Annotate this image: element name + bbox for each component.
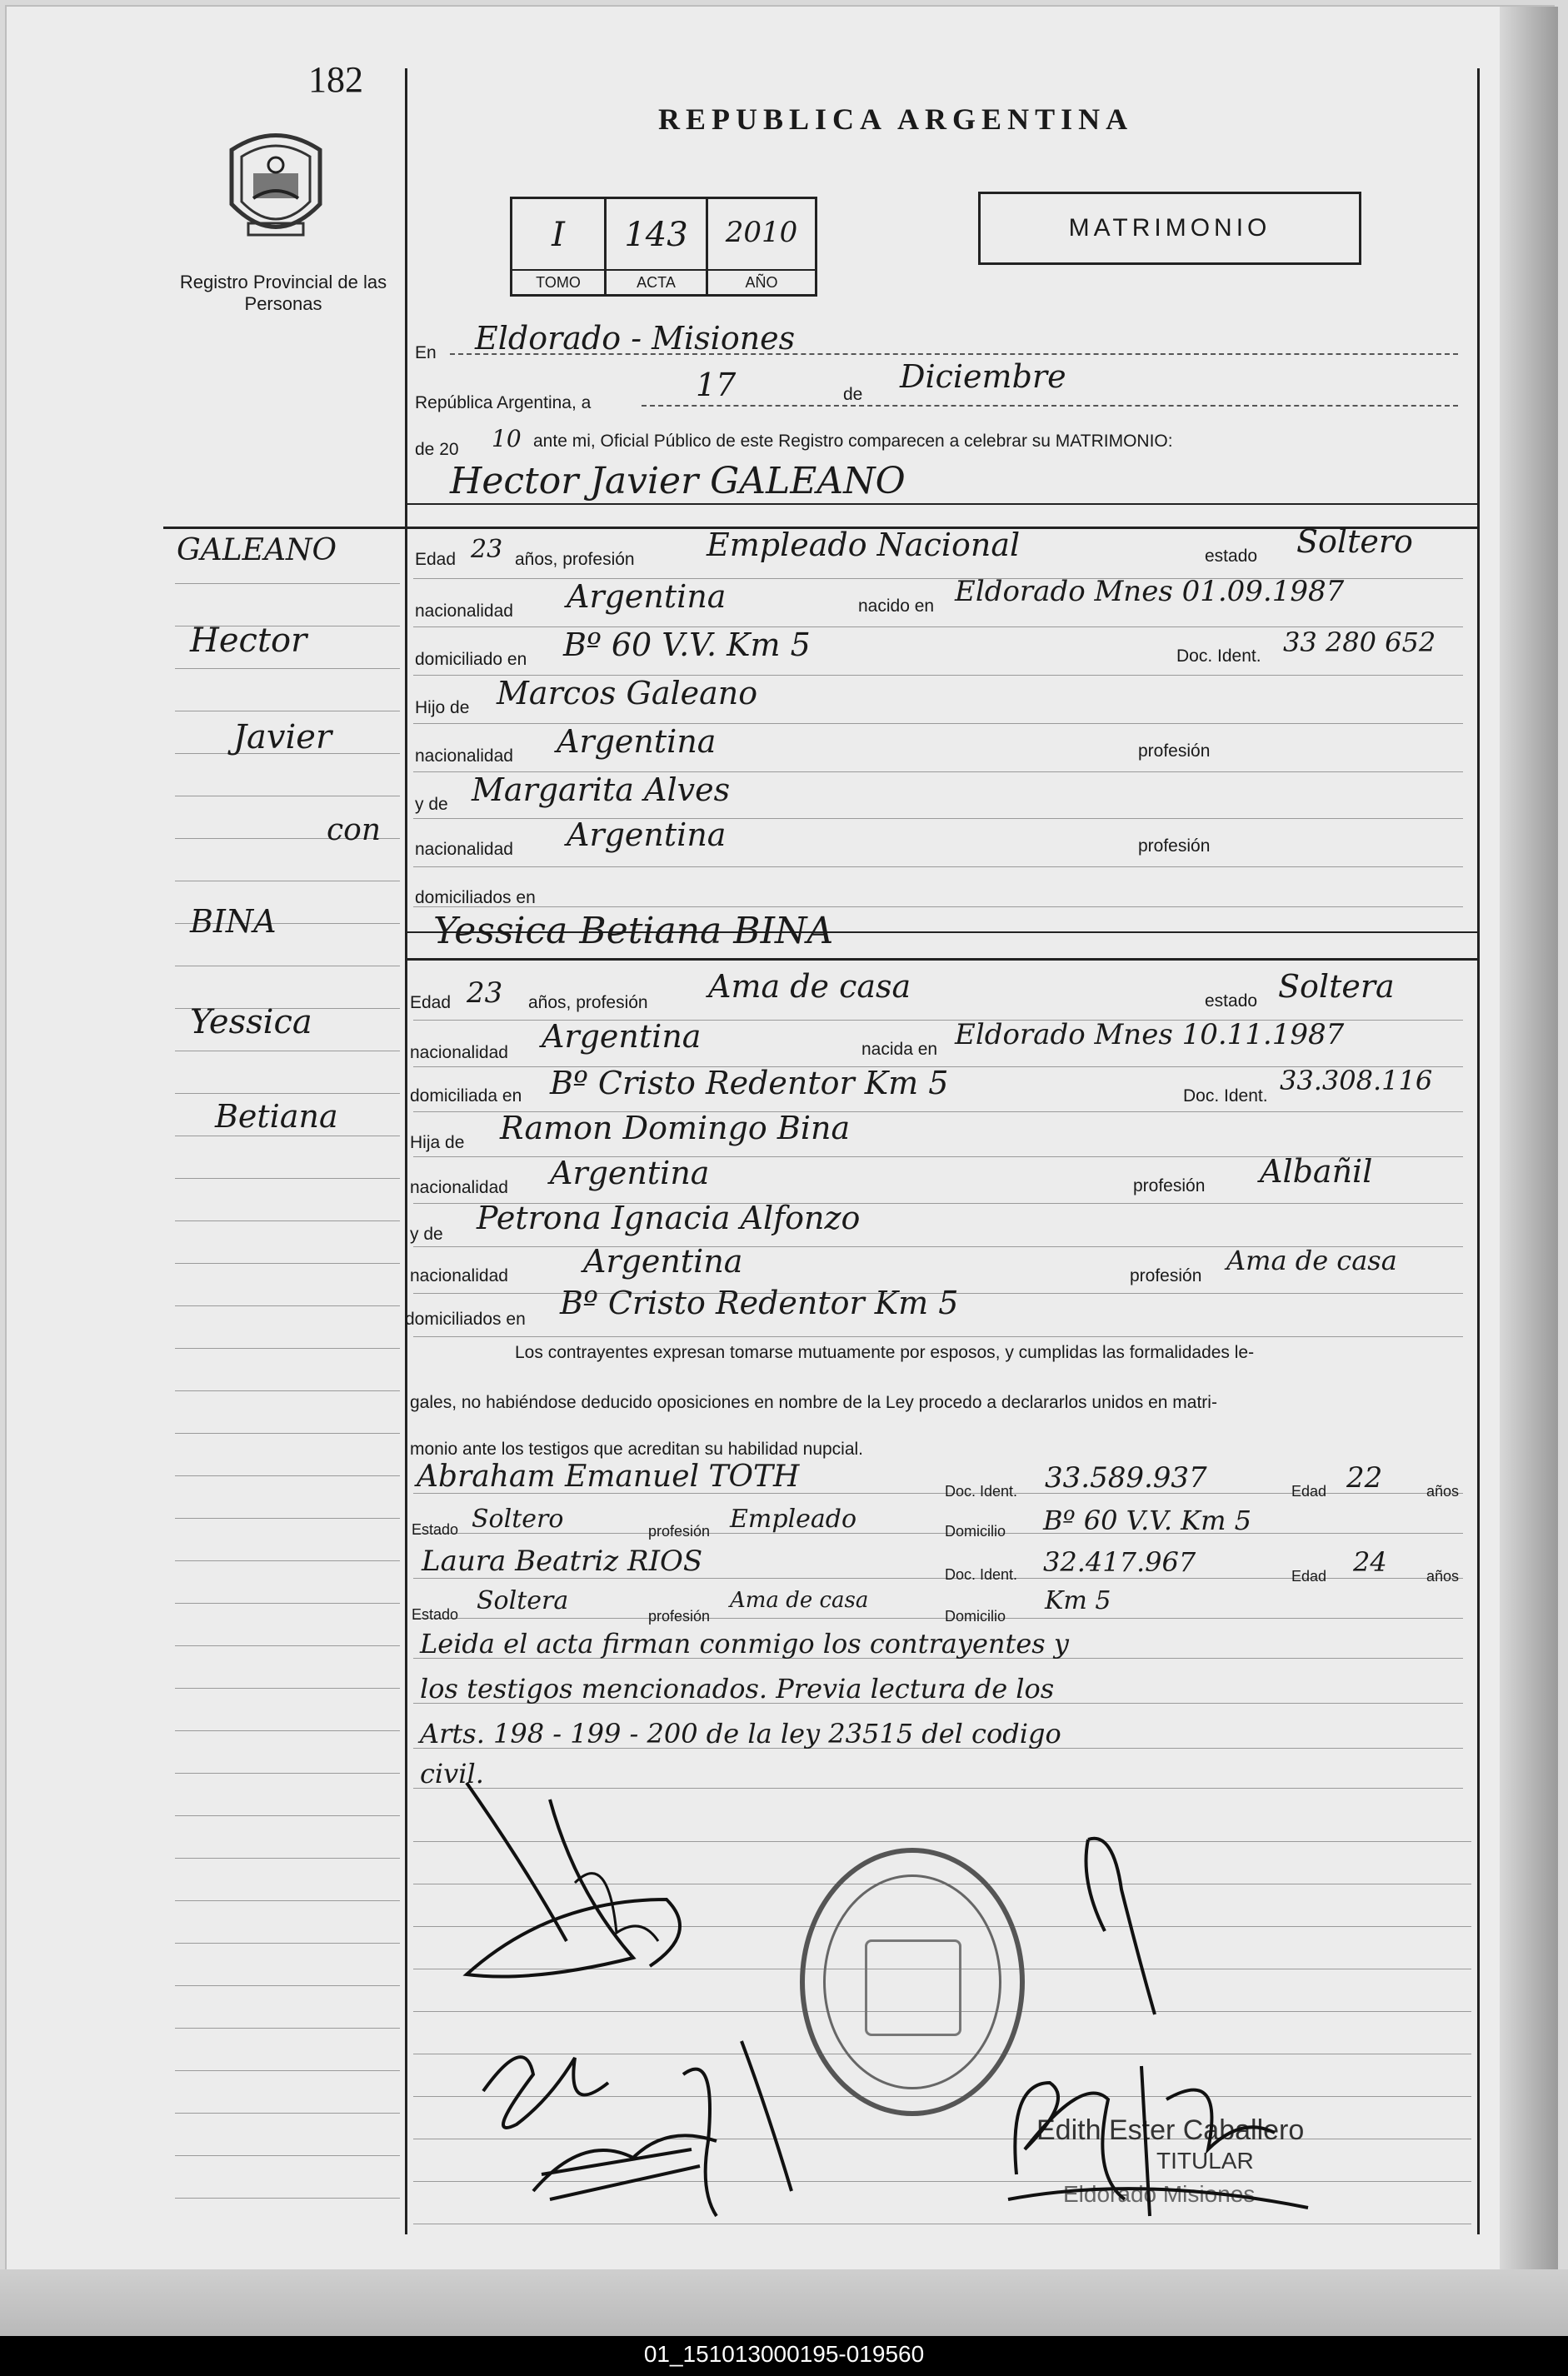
scan-bottom-strip <box>0 2269 1568 2336</box>
bride-madre-prof: Ama de casa <box>1226 1245 1397 1276</box>
ante-text: ante mi, Oficial Público de este Registro comparecen a celebrar su MATRIMONIO: <box>533 432 1173 451</box>
official-name: Edith Ester Caballero <box>1036 2114 1305 2146</box>
bride-anos-label: años, profesión <box>528 993 648 1012</box>
groom-estado-label: estado <box>1205 547 1258 566</box>
declaration-line-2: gales, no habiéndose deducido oposiciones en nombre de la Ley procedo a declararlos unidos en matri- <box>410 1393 1217 1412</box>
bride-padre-prof-label: profesión <box>1133 1176 1206 1195</box>
margin-rule <box>175 1603 400 1604</box>
margin-rule <box>175 1178 400 1179</box>
anio-label: AÑO <box>708 269 815 294</box>
bride-hija-label: Hija de <box>410 1133 465 1152</box>
margin-rule <box>175 1220 400 1221</box>
margin-rule <box>175 1773 400 1774</box>
margin-rule <box>175 1815 400 1816</box>
margin-rule <box>175 668 400 669</box>
bride-estado: Soltera <box>1278 968 1395 1005</box>
witness2-domicilio-label: Domicilio <box>945 1608 1006 1625</box>
witness2-domicilio: Km 5 <box>1045 1586 1111 1615</box>
witness-signatures-icon <box>467 2024 850 2224</box>
bride-signature-icon <box>1071 1823 1171 2023</box>
bride-madre-nac-label: nacionalidad <box>410 1266 508 1285</box>
witness1-estado-label: Estado <box>412 1521 459 1538</box>
witness2-anos-label: años <box>1426 1568 1460 1585</box>
margin-rule <box>175 1985 400 1986</box>
page-number: 182 <box>308 59 363 100</box>
witness1-edad-label: Edad <box>1291 1483 1327 1500</box>
margin-rule <box>175 1943 400 1944</box>
bride-edad-label: Edad <box>410 993 452 1012</box>
margin-rule <box>175 2113 400 2114</box>
field-rule <box>413 1336 1463 1337</box>
de-label: de <box>843 385 863 404</box>
tomo-box <box>510 197 607 297</box>
margin-yessica: Yessica <box>190 1003 312 1041</box>
margin-rule <box>175 1263 400 1264</box>
groom-nac-label: nacionalidad <box>415 601 513 621</box>
bride-madre-nac: Argentina <box>583 1243 743 1280</box>
bride-padre: Ramon Domingo Bina <box>500 1110 851 1146</box>
witness1-anos-label: años <box>1426 1483 1460 1500</box>
declaration-line-3: monio ante los testigos que acreditan su habilidad nupcial. <box>410 1440 864 1459</box>
margin-rule <box>175 1645 400 1646</box>
groom-hijo-label: Hijo de <box>415 698 470 717</box>
declaration-line-1: Los contrayentes expresan tomarse mutuamente por esposos, y cumplidas las formalidades le- <box>515 1343 1255 1362</box>
witness1-domicilio-label: Domicilio <box>945 1523 1006 1540</box>
de20-label: de 20 <box>415 440 459 459</box>
margin-rule <box>175 1475 400 1476</box>
groom-padre-prof-label: profesión <box>1138 741 1211 761</box>
tomo-label: TOMO <box>512 269 604 294</box>
groom-domic-label: domiciliado en <box>415 650 527 669</box>
bride-domicilio: Bº Cristo Redentor Km 5 <box>550 1065 949 1101</box>
witness1-domicilio: Bº 60 V.V. Km 5 <box>1043 1505 1251 1536</box>
witness1-edad: 22 <box>1346 1461 1383 1495</box>
acta-label: ACTA <box>607 269 706 294</box>
registry-name: Registro Provincial de las Personas <box>179 272 387 314</box>
acta-value: 143 <box>624 216 688 254</box>
en-label: En <box>415 343 437 362</box>
notes-line-2: los testigos mencionados. Previa lectura de los <box>420 1673 1055 1705</box>
margin-rule <box>175 1305 400 1306</box>
margin-galeano: GALEANO <box>177 533 337 567</box>
groom-padre-nac: Argentina <box>557 723 717 760</box>
notes-line-1: Leida el acta firman conmigo los contrayentes y <box>420 1628 1069 1660</box>
margin-rule <box>175 2028 400 2029</box>
margin-rule <box>175 2155 400 2156</box>
groom-nacido-label: nacido en <box>858 596 935 616</box>
witness2-edad-label: Edad <box>1291 1568 1327 1585</box>
bride-edad: 23 <box>467 976 503 1010</box>
groom-madre-prof-label: profesión <box>1138 836 1211 856</box>
margin-rule <box>175 583 400 584</box>
official-place: Eldorado Misiones <box>1063 2181 1256 2207</box>
field-rule <box>413 906 1463 907</box>
witness1-estado: Soltero <box>472 1505 564 1534</box>
witness1-doc-label: Doc. Ident. <box>945 1483 1018 1500</box>
right-frame-line <box>1477 68 1480 2234</box>
witness2-estado-label: Estado <box>412 1606 459 1623</box>
witness2-name: Laura Beatriz RIOS <box>422 1545 703 1578</box>
field-rule <box>413 866 1463 867</box>
field-rule <box>413 1533 1463 1534</box>
acta-box <box>604 197 708 297</box>
margin-rule <box>175 2070 400 2071</box>
provincial-seal-icon <box>223 125 328 250</box>
dia-value: 17 <box>696 367 737 403</box>
anio-box <box>706 197 817 297</box>
groom-nacionalidad: Argentina <box>567 578 727 615</box>
field-rule <box>413 1618 1463 1619</box>
tomo-value: I <box>552 216 565 254</box>
bride-padre-nac-label: nacionalidad <box>410 1178 508 1197</box>
margin-rule <box>175 1900 400 1901</box>
groom-estado: Soltero <box>1296 523 1413 560</box>
margin-rule <box>175 1433 400 1434</box>
mes-value: Diciembre <box>900 358 1066 395</box>
groom-yde-label: y de <box>415 795 448 814</box>
bride-name: Yessica Betiana BINA <box>433 910 834 952</box>
margin-javier: Javier <box>233 718 332 756</box>
witness2-edad: 24 <box>1353 1546 1387 1578</box>
bride-domiciliados: Bº Cristo Redentor Km 5 <box>560 1285 959 1321</box>
bride-doc: 33.308.116 <box>1280 1065 1433 1096</box>
groom-name: Hector Javier GALEANO <box>450 460 906 502</box>
margin-hector: Hector <box>190 621 307 660</box>
notes-line-4: civil. <box>420 1758 484 1789</box>
anio-suffix-value: 10 <box>492 425 522 452</box>
margin-rule <box>175 1093 400 1094</box>
bride-doc-label: Doc. Ident. <box>1183 1086 1268 1106</box>
groom-anos-label: años, profesión <box>515 550 635 569</box>
page-edge-shadow <box>1500 7 1558 2269</box>
bride-profesion: Ama de casa <box>708 968 911 1005</box>
groom-doc-label: Doc. Ident. <box>1176 646 1261 666</box>
anio-value: 2010 <box>725 216 798 249</box>
notes-line-3: Arts. 198 - 199 - 200 de la ley 23515 del codigo <box>420 1718 1061 1750</box>
groom-edad-label: Edad <box>415 550 457 569</box>
lugar-value: Eldorado - Misiones <box>475 320 796 357</box>
bride-domiciliados-label: domiciliados en <box>405 1310 526 1329</box>
bride-nac-label: nacionalidad <box>410 1043 508 1062</box>
groom-domicilio: Bº 60 V.V. Km 5 <box>563 626 811 663</box>
bride-madre: Petrona Ignacia Alfonzo <box>477 1200 861 1236</box>
margin-rule <box>175 1858 400 1859</box>
margin-rule <box>175 1518 400 1519</box>
record-type-box: MATRIMONIO <box>978 192 1361 265</box>
witness2-profesion: Ama de casa <box>730 1588 869 1613</box>
bride-nacionalidad: Argentina <box>542 1018 702 1055</box>
groom-doc: 33 280 652 <box>1283 626 1436 658</box>
bride-madre-prof-label: profesión <box>1130 1266 1202 1285</box>
groom-profesion: Empleado Nacional <box>707 527 1021 563</box>
bride-yde-label: y de <box>410 1225 443 1244</box>
bride-padre-nac: Argentina <box>550 1155 710 1191</box>
witness1-profesion-label: profesión <box>648 1523 711 1540</box>
stamp-center-emblem <box>865 1939 961 2036</box>
witness1-doc: 33.589.937 <box>1045 1461 1207 1495</box>
footer-id: 01_151013000195-019560 <box>643 2341 925 2367</box>
groom-padre: Marcos Galeano <box>497 675 758 711</box>
margin-con: con <box>327 813 382 847</box>
margin-bina: BINA <box>190 903 277 940</box>
groom-under-name-line <box>405 503 1478 505</box>
document-title: REPUBLICA ARGENTINA <box>658 102 1134 136</box>
bride-padre-prof: Albañil <box>1260 1153 1373 1190</box>
left-frame-line <box>405 68 407 2234</box>
fecha-dotted-line <box>642 405 1458 407</box>
bride-top-line <box>405 958 1478 961</box>
margin-rule <box>175 1560 400 1561</box>
bride-domic-label: domiciliada en <box>410 1086 522 1106</box>
witness2-doc: 32.417.967 <box>1043 1546 1196 1578</box>
witness1-profesion: Empleado <box>730 1505 857 1534</box>
groom-madre-nac: Argentina <box>567 816 727 853</box>
groom-madre: Margarita Alves <box>472 771 731 808</box>
groom-padre-nac-label: nacionalidad <box>415 746 513 766</box>
margin-rule <box>175 2198 400 2199</box>
margin-rule <box>175 1390 400 1391</box>
bride-nacida-label: nacida en <box>861 1040 938 1059</box>
groom-edad: 23 <box>471 535 503 564</box>
republica-label: República Argentina, a <box>415 393 592 412</box>
groom-nacido: Eldorado Mnes 01.09.1987 <box>955 575 1345 608</box>
margin-rule <box>175 1348 400 1349</box>
margin-rule <box>175 1688 400 1689</box>
groom-madre-nac-label: nacionalidad <box>415 840 513 859</box>
witness2-doc-label: Doc. Ident. <box>945 1566 1018 1583</box>
official-role: TITULAR <box>1156 2148 1254 2174</box>
margin-rule <box>175 1730 400 1731</box>
witness1-name: Abraham Emanuel TOTH <box>417 1460 800 1494</box>
bride-estado-label: estado <box>1205 991 1258 1011</box>
groom-domiciliados-label: domiciliados en <box>415 888 536 907</box>
bride-nacida: Eldorado Mnes 10.11.1987 <box>955 1018 1345 1051</box>
witness2-profesion-label: profesión <box>648 1608 711 1625</box>
official-signature-icon <box>975 2049 1325 2224</box>
margin-betiana: Betiana <box>215 1098 338 1135</box>
lugar-dotted-line <box>450 353 1458 355</box>
witness2-estado: Soltera <box>477 1586 569 1615</box>
groom-signature-icon <box>450 1766 717 1999</box>
